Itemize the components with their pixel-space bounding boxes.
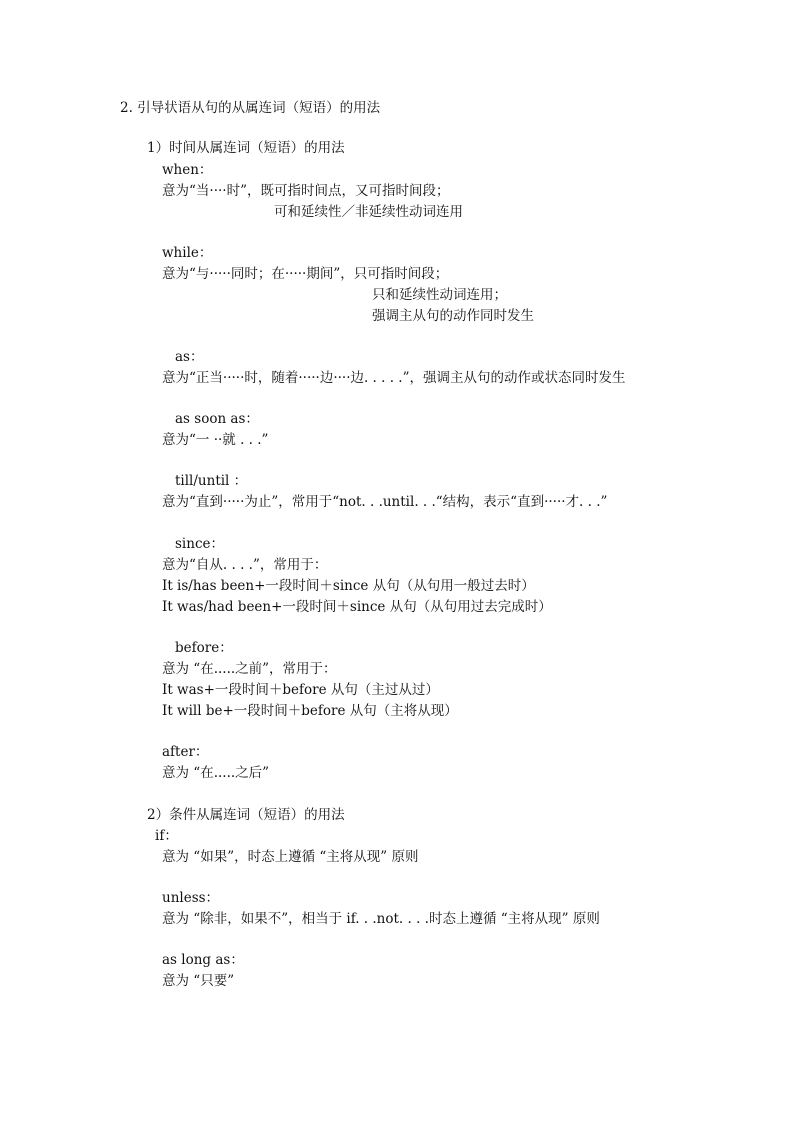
as-long-as-term: as long as： [162,952,244,968]
unless-meaning: 意为 “除非，如果不”，相当于 if. . .not. . . .时态上遵循 “主将从现” 原则 [162,911,600,927]
since-meaning: 意为“自从. . . .”，常用于： [162,557,328,573]
when-note: 可和延续性／非延续性动词连用 [274,204,463,220]
if-meaning: 意为 “如果”，时态上遵循 “主将从现” 原则 [162,849,419,865]
when-term: when： [162,162,213,178]
condition-clause-heading: 2）条件从属连词（短语）的用法 [147,807,345,823]
after-term: after： [162,744,209,760]
as-meaning: 意为“正当·····时，随着·····边····边. . . . .”，强调主从句的动作或状态同时发生 [162,370,626,386]
time-clause-heading: 1）时间从属连词（短语）的用法 [147,140,345,156]
while-term: while： [162,245,213,261]
before-pattern-1: It was+一段时间＋before 从句（主过从过） [162,682,439,698]
till-until-meaning: 意为“直到·····为止”，常用于“not. . .until. . .“结构，表示“直到·····才. . .” [162,494,608,510]
since-pattern-1: It is/has been+一段时间＋since 从句（从句用一般过去时） [162,578,535,594]
while-note-2: 强调主从句的动作同时发生 [372,308,534,324]
before-meaning: 意为 “在.....之前”，常用于： [162,661,337,677]
section-heading: 2. 引导状语从句的从属连词（短语）的用法 [120,100,381,116]
as-term: as： [175,349,204,365]
while-note-1: 只和延续性动词连用； [372,287,507,303]
before-term: before： [175,640,233,656]
since-pattern-2: It was/had been+一段时间＋since 从句（从句用过去完成时） [162,599,552,615]
as-long-as-meaning: 意为 “只要” [162,973,235,989]
since-term: since： [175,536,224,552]
after-meaning: 意为 “在.....之后” [162,765,270,781]
while-meaning: 意为“与·····同时；在·····期间”，只可指时间段； [162,266,449,282]
when-meaning: 意为“当····时”，既可指时间点，又可指时间段； [162,183,450,199]
unless-term: unless： [162,890,220,906]
if-term: if： [155,828,178,844]
as-soon-as-meaning: 意为“一 ··就 . . .” [162,432,269,448]
till-until-term: till/until ： [175,473,248,489]
before-pattern-2: It will be+一段时间＋before 从句（主将从现） [162,703,458,719]
as-soon-as-term: as soon as： [175,411,259,427]
